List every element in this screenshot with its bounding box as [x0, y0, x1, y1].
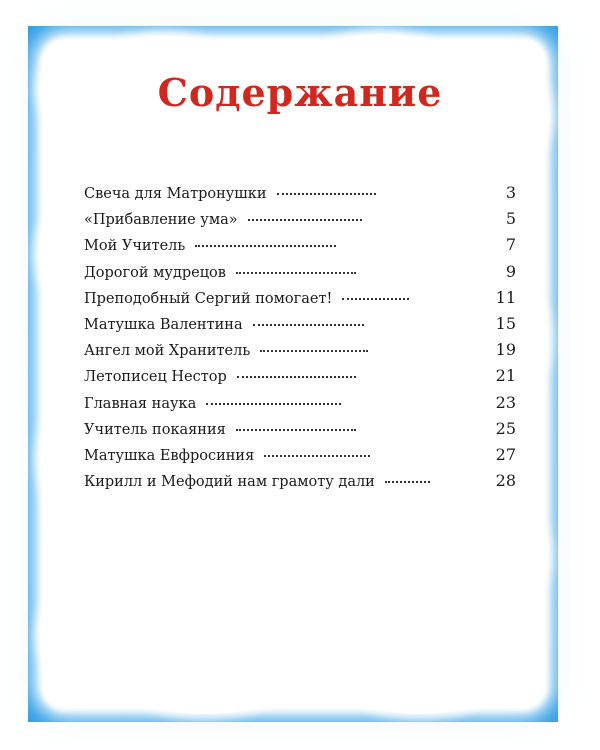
table-of-contents — [84, 183, 516, 497]
toc-entry-page: 7 — [505, 235, 517, 255]
dot-leader — [342, 288, 409, 300]
cloud-puff — [38, 220, 72, 290]
toc-entry — [84, 419, 516, 445]
dot-leader — [236, 419, 356, 431]
toc-entry-page: 27 — [495, 444, 516, 464]
toc-entry-page: 19 — [495, 340, 516, 360]
dot-leader — [248, 209, 362, 221]
toc-entry — [84, 235, 516, 261]
toc-entry-page: 28 — [495, 471, 517, 491]
dot-leader — [260, 340, 368, 352]
cloud-puff — [514, 300, 548, 380]
toc-entry-title: Учитель покаяния — [84, 421, 226, 438]
cloud-puff — [512, 520, 548, 590]
toc-entry-page: 11 — [495, 287, 516, 307]
toc-entry — [84, 288, 516, 314]
dot-leader — [195, 235, 335, 247]
toc-entry-page: 15 — [495, 313, 516, 333]
dot-leader — [237, 366, 357, 378]
toc-entry — [84, 314, 516, 340]
toc-entry-page: 9 — [505, 261, 517, 281]
toc-entry-page: 3 — [505, 183, 517, 202]
cloud-puff — [150, 690, 260, 714]
toc-entry-page: 5 — [505, 209, 517, 229]
dot-leader — [253, 314, 365, 326]
dot-leader — [206, 393, 341, 405]
toc-entry-page: 21 — [495, 366, 516, 386]
toc-entry-title: Кирилл и Мефодий нам грамоту дали — [84, 474, 375, 491]
toc-entry-title: Свеча для Матронушки — [84, 186, 267, 202]
toc-entry-page: 23 — [495, 392, 517, 412]
toc-entry-title: Матушка Евфросиния — [84, 447, 255, 464]
toc-entry — [84, 209, 516, 235]
toc-entry — [84, 445, 516, 471]
toc-entry-title: Преподобный Сергий помогает! — [84, 290, 333, 307]
toc-entry-page: 25 — [495, 418, 516, 438]
cloud-puff — [330, 34, 430, 64]
dot-leader — [236, 262, 356, 274]
toc-entry-title: Ангел мой Хранитель — [84, 343, 251, 360]
dot-leader — [277, 183, 377, 195]
cloud-puff — [370, 692, 470, 714]
dot-leader — [385, 471, 431, 483]
cloud-puff — [40, 420, 76, 500]
toc-entry — [84, 340, 516, 366]
cloud-puff — [40, 600, 80, 670]
page-title: Содержание — [157, 70, 443, 115]
toc-entry-title: «Прибавление ума» — [84, 212, 238, 229]
toc-entry — [84, 262, 516, 288]
toc-entry-title: Дорогой мудрецов — [84, 264, 226, 281]
toc-entry — [84, 471, 516, 497]
toc-entry — [84, 183, 516, 209]
toc-entry-title: Главная наука — [84, 395, 197, 412]
toc-entry-title: Матушка Валентина — [84, 316, 243, 333]
toc-entry — [84, 393, 516, 419]
cloud-puff — [120, 36, 210, 66]
toc-entry-title: Мой Учитель — [84, 238, 186, 255]
dot-leader — [264, 445, 370, 457]
toc-entry-title: Летописец Нестор — [84, 369, 227, 386]
toc-entry — [84, 366, 516, 392]
